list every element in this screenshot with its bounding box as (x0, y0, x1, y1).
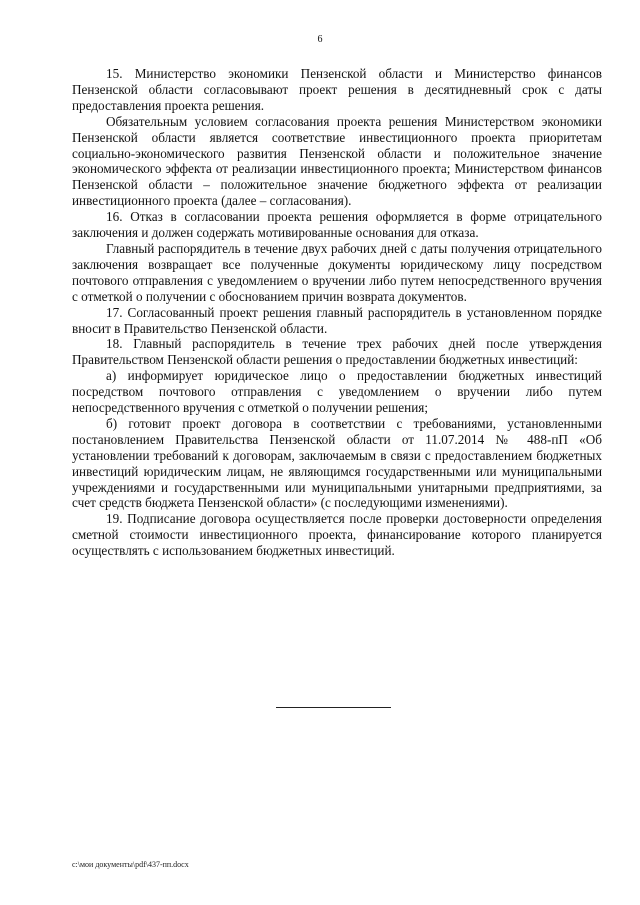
paragraph-17: 17. Согласованный проект решения главный распорядитель в установленном порядке вносит в Правительство Пензенской области. (72, 304, 602, 336)
paragraph-return-documents: Главный распорядитель в течение двух рабочих дней с даты получения отрицательного заключения возвращает все полученные документы юридическому лицу посредством почтового отправления с уведомлением о вручении либо путем непосредственного вручения с отметкой о получении с обоснованием причин возврата документов. (72, 240, 602, 304)
paragraph-18b: б) готовит проект договора в соответствии с требованиями, установленными постановлением Правительства Пензенской области от 11.07.2014 № 488-пП «Об установлении требований к договорам, заключаемым в связи с предоставлением бюджетных инвестиций юридическим лицам, не являющимся государственными или муниципальными учреждениями и государственными или муниципальными унитарными предприятиями, за счет средств бюджета Пензенской области» (с последующими изменениями). (72, 415, 602, 511)
document-body (72, 66, 602, 559)
paragraph-approval-condition: Обязательным условием согласования проекта решения Министерством экономики Пензенской области является соответствие инвестиционного проекта приоритетам социально-экономического развития Пензенской области и положительное значение экономического эффекта от реализации инвестиционного проекта; Министерством финансов Пензенской области – положительное значение бюджетного эффекта от реализации инвестиционного проекта (далее – согласования). (72, 113, 602, 209)
paragraph-16: 16. Отказ в согласовании проекта решения оформляется в форме отрицательного заключения и должен содержать мотивированные основания для отказа. (72, 209, 602, 241)
end-divider-line (276, 707, 391, 708)
paragraph-15: 15. Министерство экономики Пензенской области и Министерство финансов Пензенской области согласовывают проект решения в десятидневный срок с даты предоставления проекта решения. (72, 66, 602, 113)
paragraph-18a: а) информирует юридическое лицо о предоставлении бюджетных инвестиций посредством почтового отправления с уведомлением о вручении либо путем непосредственного вручения с отметкой о получении решения; (72, 368, 602, 416)
footer-file-path: c:\мои документы\pdf\437-пп.docx (72, 860, 189, 869)
paragraph-19: 19. Подписание договора осуществляется после проверки достоверности определения сметной стоимости инвестиционного проекта, финансирование которого планируется осуществлять с использованием бюджетных инвестиций. (72, 511, 602, 559)
paragraph-18: 18. Главный распорядитель в течение трех рабочих дней после утверждения Правительством Пензенской области решения о предоставлении бюджетных инвестиций: (72, 336, 602, 368)
page-number: 6 (317, 34, 323, 45)
